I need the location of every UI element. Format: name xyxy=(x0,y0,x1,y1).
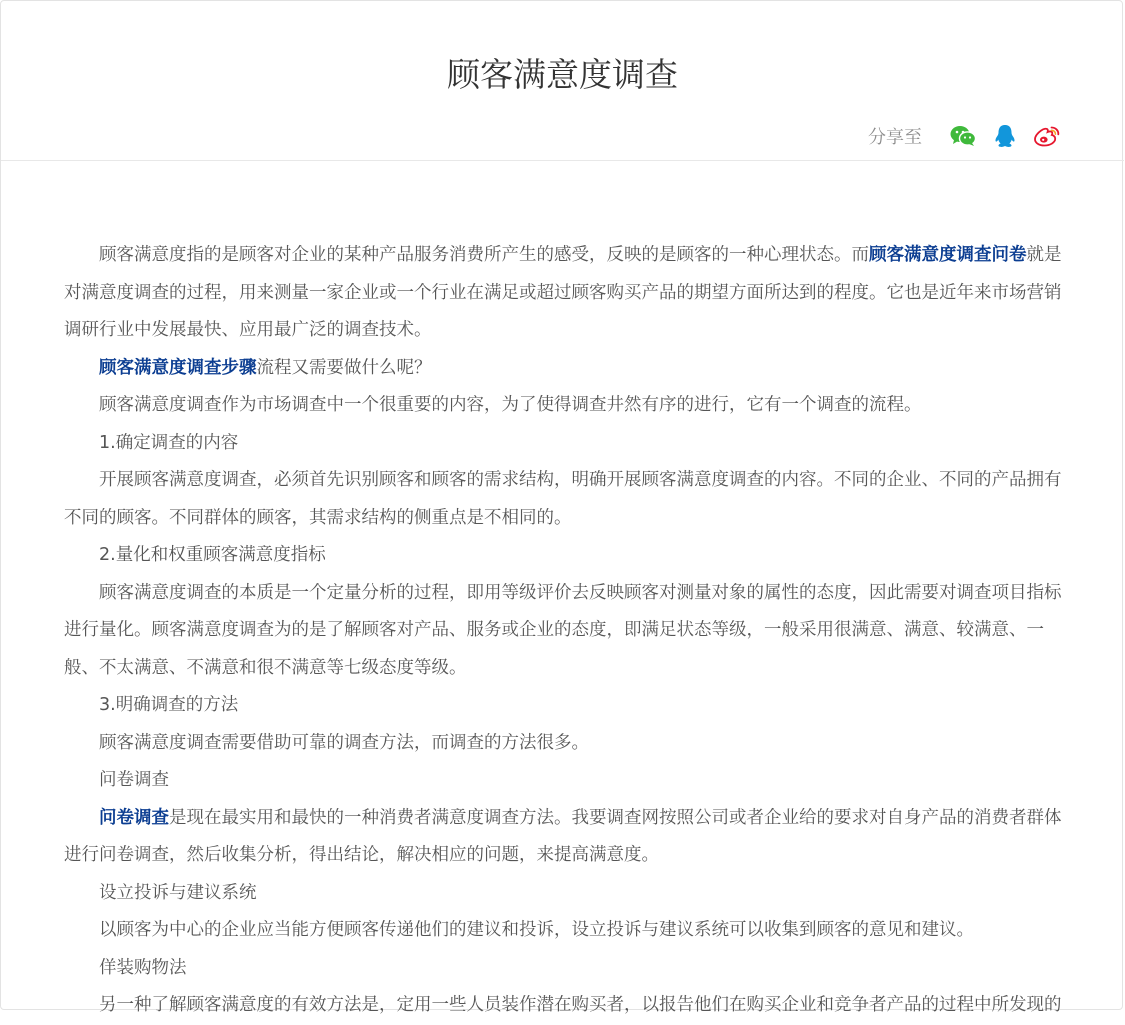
link-satisfaction-questionnaire[interactable]: 顾客满意度调查问卷 xyxy=(869,245,1027,265)
paragraph-mystery-shopping: 另一种了解顾客满意度的有效方法是，定用一些人员装作潜在购买者，以报告他们在购买企业和竞争者产品的过程中所发现的 xyxy=(99,995,1062,1015)
qq-icon[interactable] xyxy=(990,121,1020,151)
link-questionnaire[interactable]: 问卷调查 xyxy=(99,807,169,828)
link-satisfaction-steps[interactable]: 顾客满意度调查步骤 xyxy=(99,357,257,378)
paragraph-text: 顾客满意度指的是顾客对企业的某种产品服务消费所产生的感受，反映的是顾客的一种心理状态。而 xyxy=(99,245,869,265)
share-bar xyxy=(868,120,1062,152)
weibo-icon[interactable] xyxy=(1032,121,1062,151)
paragraph-text: 是现在最实用和最快的一种消费者满意度调查方法。我要调查网按照公司或者企业给的要求对自身产品的消费者群体进行问卷调查，然后收集分析，得出结论，解决相应的问题，来提高满意度。 xyxy=(64,807,1062,865)
article-header xyxy=(1,1,1124,161)
section-heading-1: 1.确定调查的内容 xyxy=(99,432,239,453)
paragraph-complaints: 以顾客为中心的企业应当能方便顾客传递他们的建议和投诉，设立投诉与建议系统可以收集到顾客的意见和建议。 xyxy=(99,920,974,940)
paragraph-questionnaire xyxy=(64,800,1064,875)
page-title: 顾客满意度调查 xyxy=(447,55,678,94)
paragraph-text: 流程又需要做什么呢？ xyxy=(256,357,432,378)
method-heading-mystery-shopping: 佯装购物法 xyxy=(99,957,187,978)
paragraph-content: 开展顾客满意度调查，必须首先识别顾客和顾客的需求结构，明确开展顾客满意度调查的内容。不同的企业、不同的产品拥有不同的顾客。不同群体的顾客，其需求结构的侧重点是不相同的。 xyxy=(64,470,1062,528)
section-heading-3: 3.明确调查的方法 xyxy=(99,695,239,715)
article-body xyxy=(64,237,1064,1025)
section-heading-2: 2.量化和权重顾客满意度指标 xyxy=(99,545,326,565)
method-heading-complaints: 设立投诉与建议系统 xyxy=(99,882,257,903)
paragraph-steps xyxy=(64,350,1064,388)
paragraph-methods: 顾客满意度调查需要借助可靠的调查方法，而调查的方法很多。 xyxy=(99,732,589,753)
paragraph-intro xyxy=(64,237,1064,350)
method-heading-questionnaire: 问卷调查 xyxy=(99,770,169,790)
paragraph-process: 顾客满意度调查作为市场调查中一个很重要的内容，为了使得调查井然有序的进行，它有一个调查的流程。 xyxy=(99,395,922,415)
paragraph-text: 就是对满意度调查的过程，用来测量一家企业或一个行业在满足或超过顾客购买产品的期望方面所达到的程度。它也是近年来市场营销调研行业中发展最快、应用最广泛的调查技术。 xyxy=(64,245,1062,340)
paragraph-quantify: 顾客满意度调查的本质是一个定量分析的过程，即用等级评价去反映顾客对测量对象的属性的态度，因此需要对调查项目指标进行量化。顾客满意度调查为的是了解顾客对产品、服务或企业的态度，即满足状态等级，一般采用很满意、满意、较满意、一般、不太满意、不满意和很不满意等七级态度等级。 xyxy=(64,582,1062,678)
wechat-icon[interactable] xyxy=(948,121,978,151)
share-label: 分享至 xyxy=(868,127,922,148)
